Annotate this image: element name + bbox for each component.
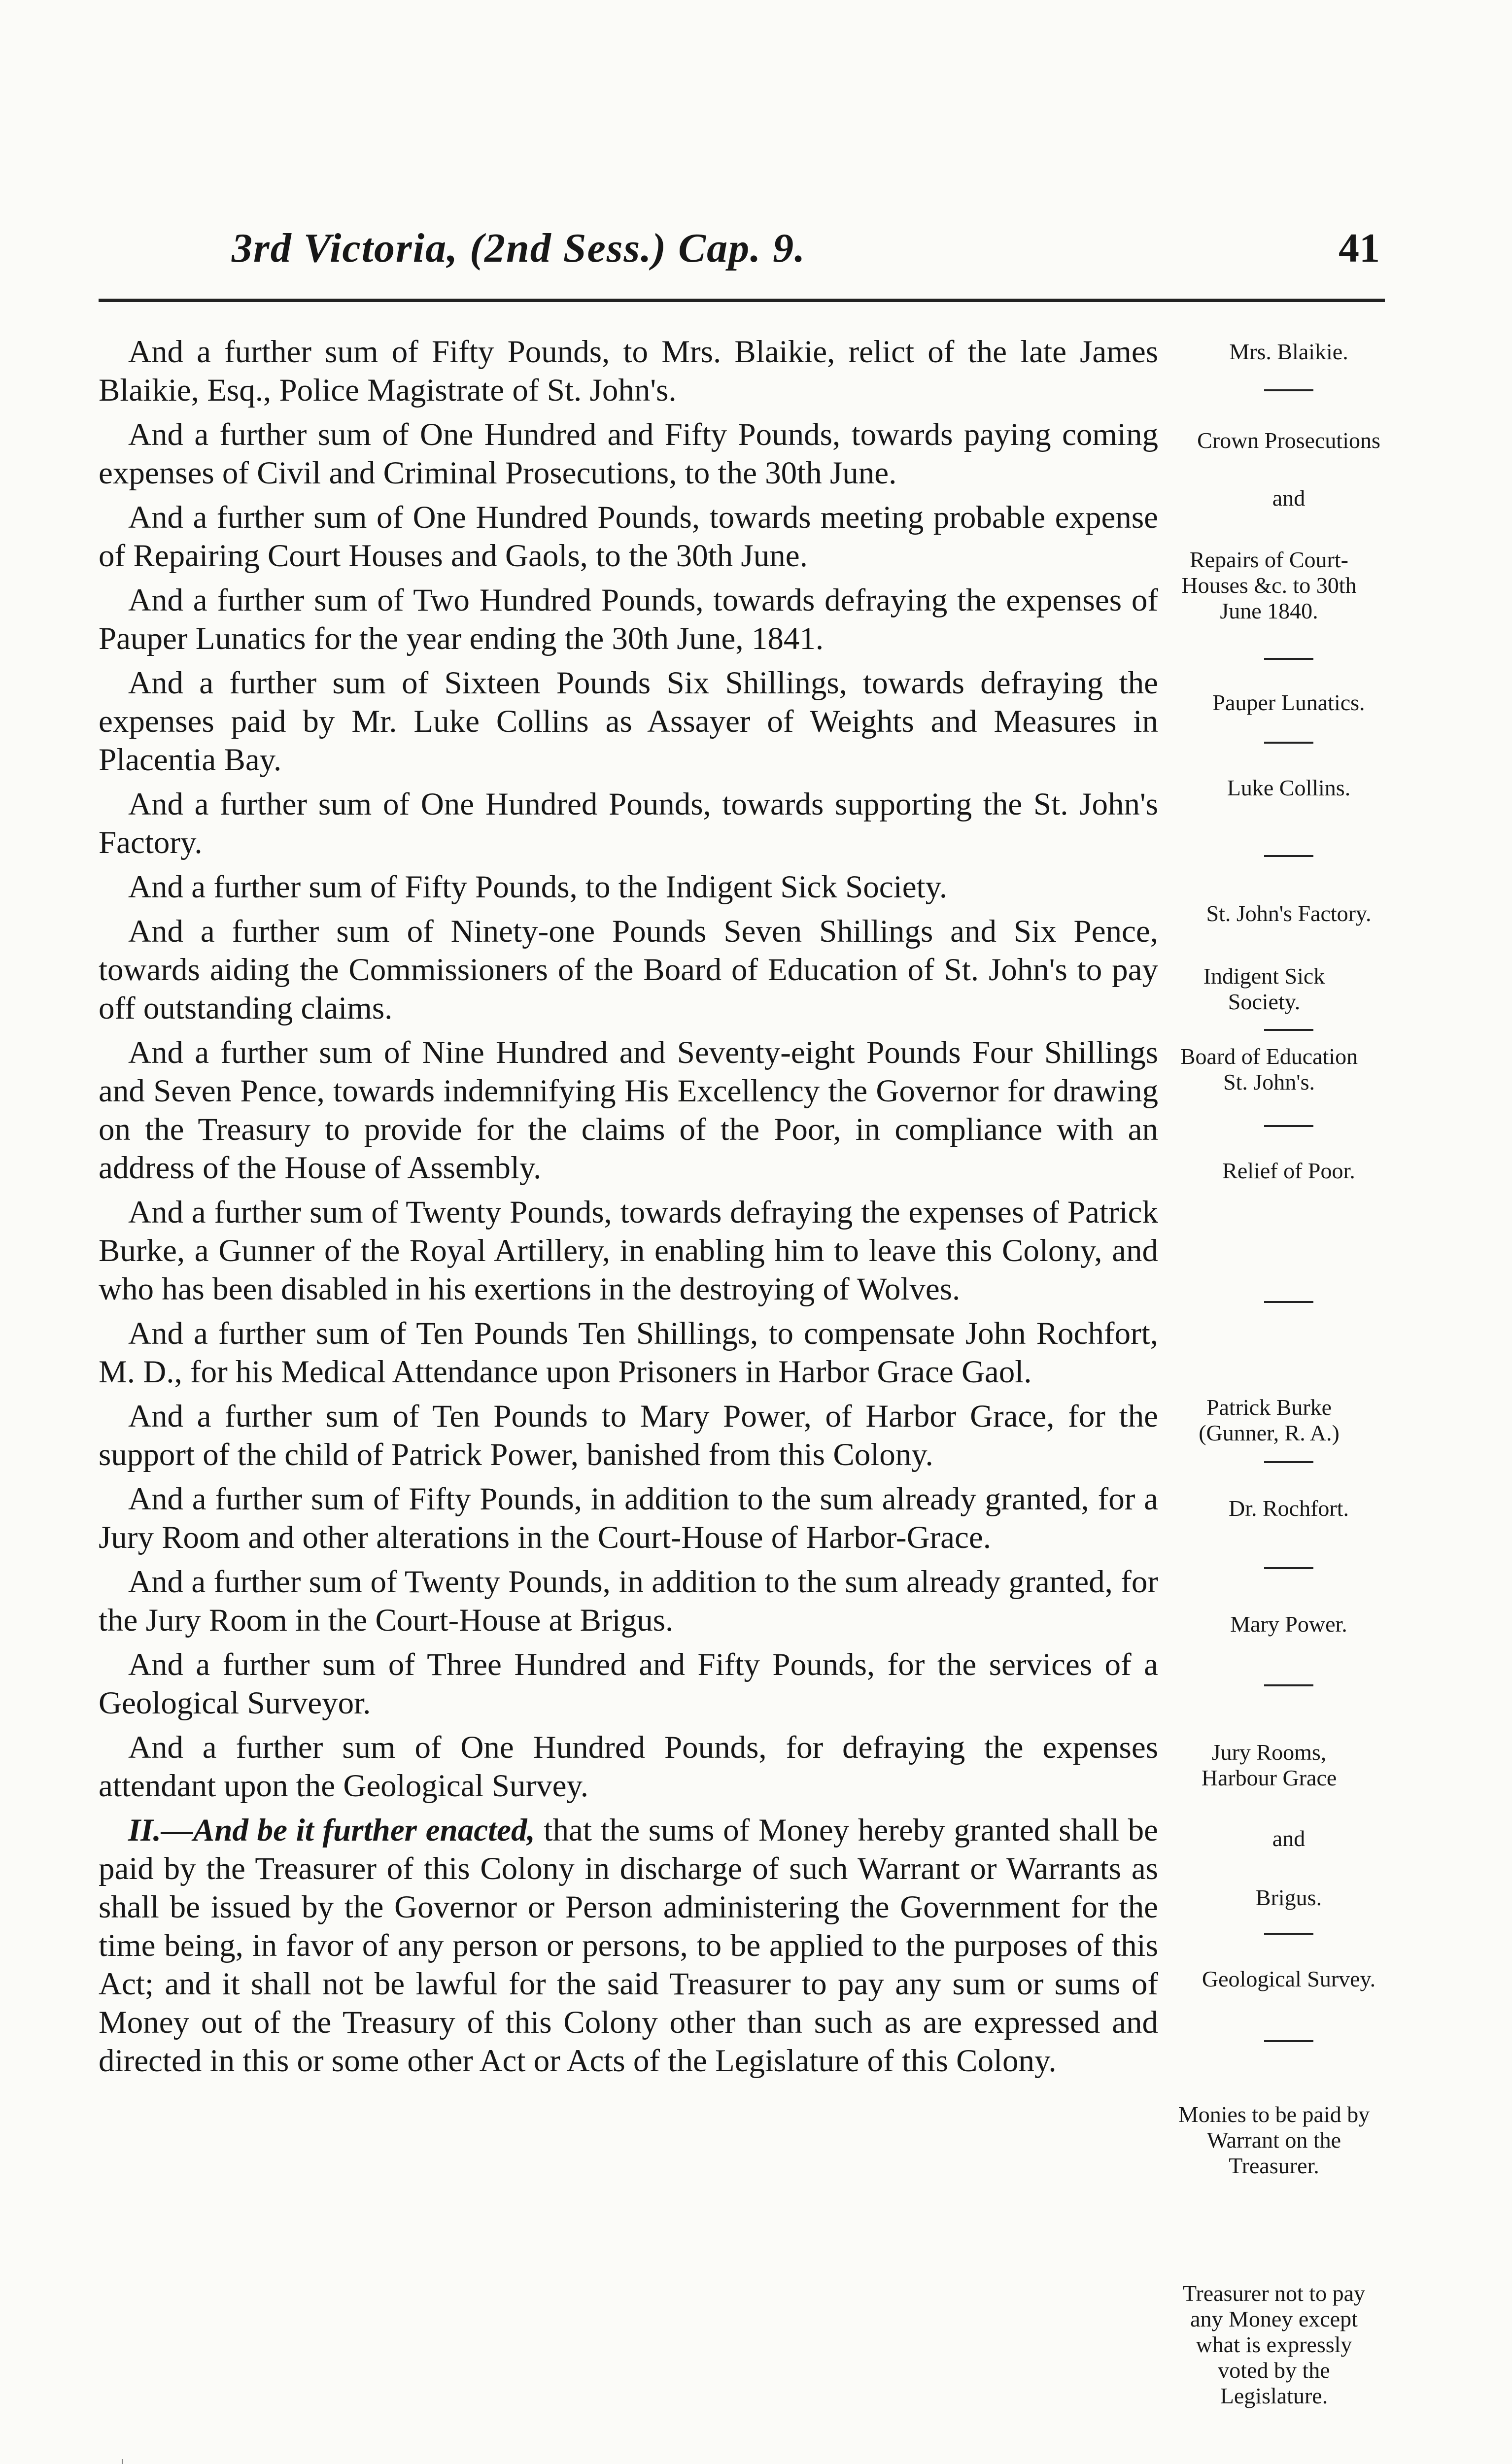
margin-note-pauper-lunatics: Pauper Lunatics. [1212, 690, 1365, 715]
margin-note-brigus: Brigus. [1255, 1885, 1322, 1910]
paragraph-mary-power: And a further sum of Ten Pounds to Mary Power, of Harbor Grace, for the support of the child of Patrick Power, banished from this Colony. [99, 1399, 1158, 1472]
margin-dash [1264, 1684, 1313, 1686]
margin-note-and: and [1272, 485, 1306, 511]
margin-note-and: and [1272, 1826, 1306, 1851]
margin-note-treasurer-not: Treasurer not to pay any Money except what is expressly voted by the Legislature. [1182, 2281, 1366, 2408]
paragraph-luke-collins: And a further sum of Sixteen Pounds Six Shillings, towards defraying the expenses paid by Mr. Luke Collins as Assayer of Weights and Measures in Placentia Bay. [99, 665, 1158, 778]
running-head: 3rd Victoria, (2nd Sess.) Cap. 9. [232, 225, 806, 271]
margin-note-crown-prosecutions: Crown Prosecutions [1197, 428, 1380, 453]
paragraph-relief-poor: And a further sum of Nine Hundred and Seventy-eight Pounds Four Shillings and Seven Pence, towards indemnifying His Excellency the Governor for drawing on the Treasury to provide for the claims of the Poor, in compliance with an address of the House of Assembly. [99, 1035, 1158, 1186]
paragraph-mrs-blaikie: And a further sum of Fifty Pounds, to Mrs. Blaikie, relict of the late James Blaikie, Esq., Police Magistrate of St. John's. [99, 334, 1158, 408]
page-number: 41 [1339, 225, 1380, 271]
paragraph-jury-room-harbor-grace: And a further sum of Fifty Pounds, in addition to the sum already granted, for a Jury Room and other alterations in the Court-House of Harbor-Grace. [99, 1481, 1158, 1555]
paragraph-board-education: And a further sum of Ninety-one Pounds Seven Shillings and Six Pence, towards aiding the Commissioners of the Board of Education of St. John's to pay off outstanding claims. [99, 914, 1158, 1026]
page-header [232, 224, 1380, 278]
margin-dash [1264, 2040, 1313, 2042]
margin-dash [1264, 658, 1313, 660]
paragraph-geological-surveyor: And a further sum of Three Hundred and Fifty Pounds, for the services of a Geological Surveyor. [99, 1647, 1158, 1721]
margin-dash [1264, 1125, 1313, 1127]
margin-dash [1264, 1029, 1313, 1031]
margin-note-luke-collins: Luke Collins. [1227, 775, 1351, 800]
main-text [99, 333, 1158, 2086]
paragraph-repairs: And a further sum of One Hundred Pounds, towards meeting probable expense of Repairing Court Houses and Gaols, to the 30th June. [99, 500, 1158, 574]
margin-dash [1264, 389, 1313, 391]
section-two-text: that the sums of Money hereby granted shall be paid by the Treasurer of this Colony in discharge of such Warrant or Warrants as shall be issued by the Governor or Person administering the Government for the time being, in favor of any person or persons, to be applied to the purposes of this Act; and it shall not be lawful for the said Treasurer to pay any sum or sums of Money out of the Treasury of this Colony other than such as are expressed and directed in this or some other Act or Acts of the Legislature of this Colony. [99, 1813, 1158, 2079]
margin-dash [1264, 742, 1313, 744]
section-two [99, 1811, 1158, 2080]
section-two-lead: II.—And be it further enacted, [128, 1813, 535, 1848]
paragraph-st-johns-factory: And a further sum of One Hundred Pounds, towards supporting the St. John's Factory. [99, 787, 1158, 860]
margin-dash [1264, 1301, 1313, 1303]
margin-note-indigent-sick: Indigent Sick Society. [1203, 963, 1325, 1014]
margin-dash [1264, 1567, 1313, 1569]
paragraph-jury-room-brigus: And a further sum of Twenty Pounds, in addition to the sum already granted, for the Jury Room in the Court-House at Brigus. [99, 1564, 1158, 1638]
margin-note-relief-poor: Relief of Poor. [1222, 1158, 1355, 1183]
scan-mark [122, 2459, 123, 2464]
paragraph-dr-rochfort: And a further sum of Ten Pounds Ten Shillings, to compensate John Rochfort, M. D., for his Medical Attendance upon Prisoners in Harbor Grace Gaol. [99, 1316, 1158, 1390]
paragraph-geological-survey: And a further sum of One Hundred Pounds, for defraying the expenses attendant upon the Geological Survey. [99, 1730, 1158, 1804]
margin-note-patrick-burke: Patrick Burke (Gunner, R. A.) [1199, 1395, 1340, 1445]
margin-note-dr-rochfort: Dr. Rochfort. [1228, 1496, 1349, 1521]
margin-note-board-education: Board of Education St. John's. [1180, 1044, 1358, 1095]
paragraph-indigent-sick: And a further sum of Fifty Pounds, to the Indigent Sick Society. [128, 869, 948, 905]
margin-note-st-johns-factory: St. John's Factory. [1206, 901, 1372, 926]
margin-note-repairs: Repairs of Court-Houses &c. to 30th June 1840. [1181, 547, 1357, 623]
header-rule [99, 299, 1385, 302]
margin-dash [1264, 855, 1313, 857]
margin-dash [1264, 1461, 1313, 1463]
margin-note-mrs-blaikie: Mrs. Blaikie. [1229, 339, 1348, 364]
margin-note-geological-survey: Geological Survey. [1202, 1966, 1376, 1991]
margin-dash [1264, 1933, 1313, 1935]
margin-note-mary-power: Mary Power. [1230, 1611, 1347, 1637]
paragraph-crown-prosecutions: And a further sum of One Hundred and Fifty Pounds, towards paying coming expenses of Civil and Criminal Prosecutions, to the 30th June. [99, 417, 1158, 491]
margin-note-monies-paid: Monies to be paid by Warrant on the Treasurer. [1178, 2102, 1370, 2178]
paragraph-pauper-lunatics: And a further sum of Two Hundred Pounds, towards defraying the expenses of Pauper Lunatics for the year ending the 30th June, 1841. [99, 582, 1158, 656]
margin-note-jury-rooms: Jury Rooms, Harbour Grace [1201, 1740, 1337, 1790]
paragraph-patrick-burke: And a further sum of Twenty Pounds, towards defraying the expenses of Patrick Burke, a Gunner of the Royal Artillery, in enabling him to leave this Colony, and who has been disabled in his exertions in the destroying of Wolves. [99, 1195, 1158, 1307]
